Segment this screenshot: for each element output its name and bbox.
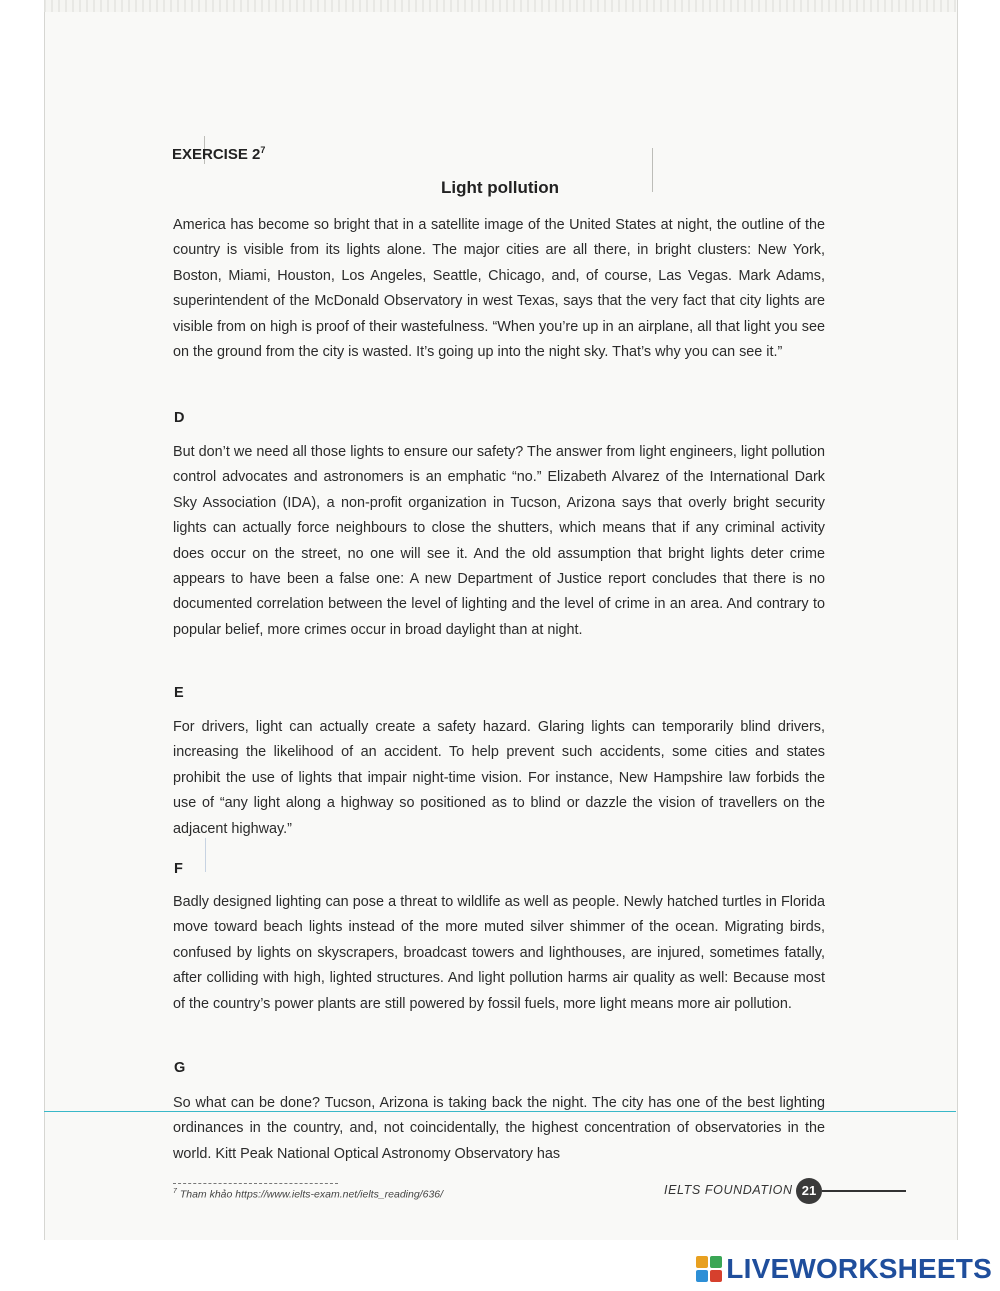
footnote (173, 1188, 443, 1201)
liveworksheets-logo-icon (696, 1256, 722, 1282)
logo-square-3 (696, 1270, 708, 1282)
footnote-text: Tham khảo https://www.ielts-exam.net/ielts_reading/636/ (176, 1188, 444, 1201)
paragraph-g: So what can be done? Tucson, Arizona is taking back the night. The city has one of the best lighting ordinances in the country, and, not coincidentally, the highest concentration of observatories in the world. Kitt Peak National Optical Astronomy Observatory has (173, 1095, 825, 1162)
paragraph-intro: America has become so bright that in a satellite image of the United States at night, the outline of the country is visible from its lights alone. The major cities are all there, in bright clusters: New York, Boston, Miami, Houston, Los Angeles, Seattle, Chicago, and, of course, Las Vegas. Mark Adams, superintendent of the McDonald Observatory in west Texas, says that the very fact that city lights are visible from on high is proof of their wastefulness. “When you’re up in an airplane, all that light you see on the ground from the city is wasted. It’s going up into the night sky. That’s why you can see it.” (173, 217, 825, 361)
paragraph-e: For drivers, light can actually create a safety hazard. Glaring lights can temporarily blind drivers, increasing the likelihood of an accident. To help prevent such accidents, some cities and states prohibit the use of lights that impair night-time vision. For instance, New Hampshire law forbids the use of “any light along a highway so positioned as to blind or dazzle the vision of travellers on the adjacent highway.” (173, 719, 825, 837)
footnote-divider (173, 1183, 338, 1184)
logo-square-4 (710, 1270, 722, 1282)
footnote-reference: 7 (260, 145, 266, 155)
section-label-e: E (174, 685, 184, 701)
page-number: 21 (796, 1178, 822, 1204)
liveworksheets-logo[interactable] (696, 1252, 992, 1286)
section-label-f: F (174, 861, 183, 877)
logo-square-1 (696, 1256, 708, 1268)
section-label-g: G (174, 1060, 186, 1076)
answer-guide-line (44, 1111, 956, 1112)
liveworksheets-wordmark: LIVEWORKSHEETS (726, 1253, 992, 1284)
footnote-number: 7 (173, 1188, 177, 1195)
page-title: Light pollution (440, 178, 559, 197)
paragraph-d: But don’t we need all those lights to ensure our safety? The answer from light engineers, light pollution control advocates and astronomers is an emphatic “no.” Elizabeth Alvarez of the International Dark Sky Association (IDA), a non-profit organization in Tucson, Arizona says that overly bright security lights can actually force neighbours to close the shutters, which means that if any criminal activity does occur on the street, no one will see it. And the old assumption that bright lights deter crime appears to have been a false one: A new Department of Justice report concludes that there is no documented correlation between the level of lighting and the level of crime in an area. And contrary to popular belief, more crimes occur in broad daylight than at night. (173, 444, 825, 638)
scan-mark (205, 838, 206, 872)
book-name: IELTS FOUNDATION (664, 1183, 793, 1197)
logo-square-2 (710, 1256, 722, 1268)
paragraph-f: Badly designed lighting can pose a threat to wildlife as well as people. Newly hatched turtles in Florida move toward beach lights instead of the more muted silver shimmer of the ocean. Migrating birds, confused by lights on skyscrapers, broadcast towers and lighthouses, are injured, sometimes fatally, after colliding with high, lighted structures. And light pollution harms air quality as well: Because most of the country’s power plants are still powered by fossil fuels, more light means more air pollution. (173, 894, 825, 1012)
exercise-heading (172, 145, 265, 163)
page-number-rule (822, 1190, 906, 1192)
scan-top-edge (44, 0, 956, 12)
exercise-label: EXERCISE 2 (172, 146, 261, 163)
section-label-d: D (174, 410, 185, 426)
